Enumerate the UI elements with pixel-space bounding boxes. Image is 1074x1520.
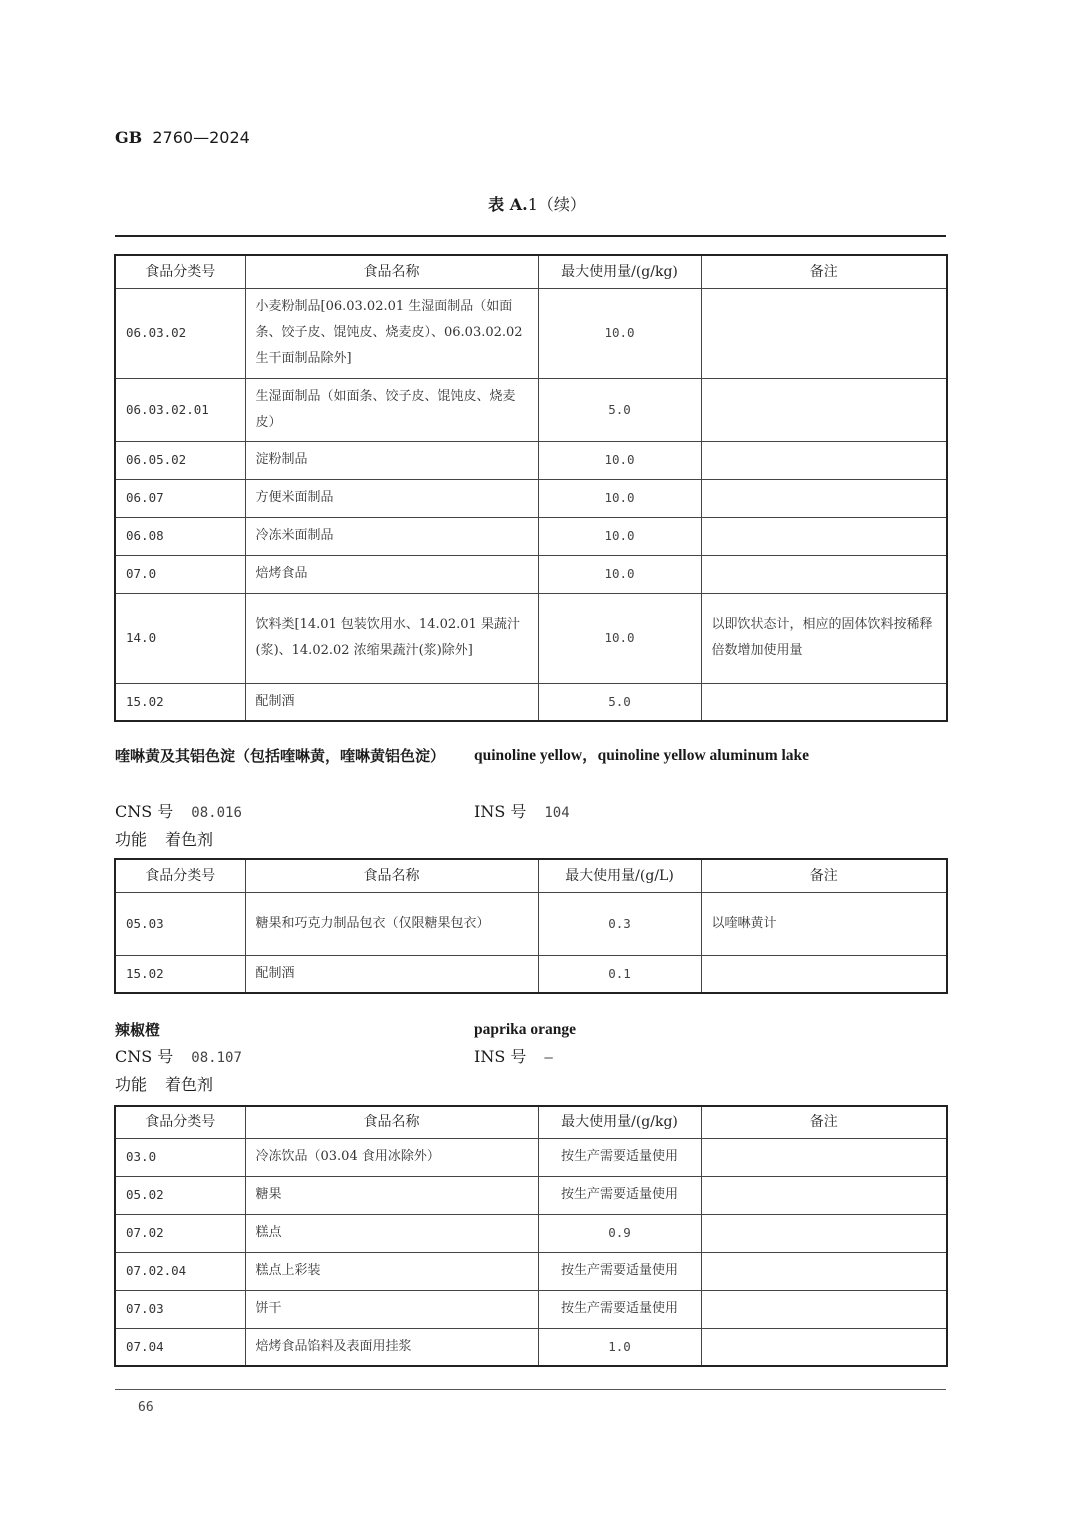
category-code-cell: 05.02 <box>115 1176 245 1214</box>
category-code-cell: 07.04 <box>115 1328 245 1366</box>
max-usage-cell: 按生产需要适量使用 <box>538 1290 701 1328</box>
function <box>115 826 213 854</box>
table-row <box>115 441 947 479</box>
remarks-cell <box>701 441 947 479</box>
food-name-cell: 生湿面制品（如面条、饺子皮、馄饨皮、烧麦皮） <box>245 378 538 441</box>
category-code-cell: 07.02 <box>115 1214 245 1252</box>
col-header-max-usage: 最大使用量/(g/kg) <box>538 1106 701 1138</box>
max-usage-cell: 按生产需要适量使用 <box>538 1252 701 1290</box>
cns-value: 08.107 <box>191 1050 242 1066</box>
table-quinoline-yellow <box>114 858 948 994</box>
function <box>115 1071 213 1099</box>
additive-name-en: quinoline yellow，quinoline yellow aluminum lake <box>474 747 810 764</box>
table-header-row <box>115 859 947 892</box>
max-usage-cell: 10.0 <box>538 288 701 378</box>
max-usage-cell: 5.0 <box>538 378 701 441</box>
max-usage-cell: 10.0 <box>538 479 701 517</box>
table-row <box>115 1176 947 1214</box>
category-code-cell: 06.07 <box>115 479 245 517</box>
remarks-cell <box>701 555 947 593</box>
food-name-cell: 冷冻饮品（03.04 食用冰除外） <box>245 1138 538 1176</box>
table-row <box>115 1138 947 1176</box>
food-name-cell: 糖果和巧克力制品包衣（仅限糖果包衣） <box>245 892 538 955</box>
remarks-cell <box>701 1176 947 1214</box>
ins-label: INS 号 <box>474 1047 527 1066</box>
table-caption-rest: 1（续） <box>527 195 586 214</box>
table-row <box>115 683 947 721</box>
max-usage-cell: 5.0 <box>538 683 701 721</box>
food-name-cell: 冷冻米面制品 <box>245 517 538 555</box>
page-number: 66 <box>138 1400 154 1415</box>
table-caption-prefix: 表 <box>488 195 510 214</box>
additive-name-cn: 喹啉黄及其铝色淀（包括喹啉黄，喹啉黄铝色淀） <box>115 747 446 765</box>
table-row <box>115 1290 947 1328</box>
food-name-cell: 配制酒 <box>245 683 538 721</box>
standard-code-number: 2760—2024 <box>152 128 250 147</box>
ins-value: 104 <box>544 805 570 821</box>
remarks-cell <box>701 1214 947 1252</box>
cns-value: 08.016 <box>191 805 242 821</box>
function-label: 功能 <box>115 1075 148 1094</box>
table-caption-label: A. <box>509 195 528 214</box>
food-name-cell: 配制酒 <box>245 955 538 993</box>
remarks-cell: 以喹啉黄计 <box>701 892 947 955</box>
category-code-cell: 07.03 <box>115 1290 245 1328</box>
table-row <box>115 479 947 517</box>
function-value: 着色剂 <box>165 1075 214 1094</box>
remarks-cell <box>701 1290 947 1328</box>
col-header-category-code: 食品分类号 <box>115 1106 245 1138</box>
function-label: 功能 <box>115 830 148 849</box>
table-row <box>115 955 947 993</box>
cns-number <box>115 798 242 827</box>
additive-name-cn: 辣椒橙 <box>115 1021 161 1039</box>
table-caption <box>0 192 1074 215</box>
ins-number <box>474 1043 553 1072</box>
food-name-cell: 小麦粉制品[06.03.02.01 生湿面制品（如面条、饺子皮、馄饨皮、烧麦皮）、06.03.02.02 生干面制品除外] <box>245 288 538 378</box>
category-code-cell: 15.02 <box>115 683 245 721</box>
max-usage-cell: 按生产需要适量使用 <box>538 1138 701 1176</box>
col-header-max-usage: 最大使用量/(g/L) <box>538 859 701 892</box>
table-row <box>115 593 947 683</box>
cns-label: CNS 号 <box>115 802 174 821</box>
table-row <box>115 1328 947 1366</box>
standard-code-prefix: GB <box>115 128 143 147</box>
table-row <box>115 378 947 441</box>
remarks-cell: 以即饮状态计，相应的固体饮料按稀释倍数增加使用量 <box>701 593 947 683</box>
table-row <box>115 1214 947 1252</box>
col-header-category-code: 食品分类号 <box>115 859 245 892</box>
max-usage-cell: 10.0 <box>538 441 701 479</box>
category-code-cell: 06.08 <box>115 517 245 555</box>
col-header-remarks: 备注 <box>701 1106 947 1138</box>
ins-value: — <box>544 1050 553 1066</box>
ins-label: INS 号 <box>474 802 527 821</box>
table-row <box>115 555 947 593</box>
food-name-cell: 焙烤食品 <box>245 555 538 593</box>
category-code-cell: 03.0 <box>115 1138 245 1176</box>
top-rule <box>115 235 946 237</box>
category-code-cell: 14.0 <box>115 593 245 683</box>
remarks-cell <box>701 378 947 441</box>
cns-number <box>115 1043 242 1072</box>
max-usage-cell: 10.0 <box>538 517 701 555</box>
food-name-cell: 糕点 <box>245 1214 538 1252</box>
table-row <box>115 1252 947 1290</box>
category-code-cell: 06.03.02.01 <box>115 378 245 441</box>
col-header-food-name: 食品名称 <box>245 1106 538 1138</box>
remarks-cell <box>701 517 947 555</box>
function-value: 着色剂 <box>165 830 214 849</box>
max-usage-cell: 0.3 <box>538 892 701 955</box>
food-name-cell: 方便米面制品 <box>245 479 538 517</box>
food-name-cell: 焙烤食品馅料及表面用挂浆 <box>245 1328 538 1366</box>
footer-rule <box>115 1389 946 1390</box>
max-usage-cell: 10.0 <box>538 555 701 593</box>
table-row <box>115 517 947 555</box>
remarks-cell <box>701 1328 947 1366</box>
category-code-cell: 15.02 <box>115 955 245 993</box>
food-name-cell: 饮料类[14.01 包装饮用水、14.02.01 果蔬汁(浆)、14.02.02 浓缩果蔬汁(浆)除外] <box>245 593 538 683</box>
max-usage-cell: 0.1 <box>538 955 701 993</box>
food-name-cell: 淀粉制品 <box>245 441 538 479</box>
col-header-food-name: 食品名称 <box>245 255 538 288</box>
table-continued <box>114 254 948 722</box>
ins-number <box>474 798 570 827</box>
max-usage-cell: 按生产需要适量使用 <box>538 1176 701 1214</box>
remarks-cell <box>701 288 947 378</box>
food-name-cell: 糕点上彩装 <box>245 1252 538 1290</box>
remarks-cell <box>701 1138 947 1176</box>
standard-code <box>115 128 250 147</box>
remarks-cell <box>701 479 947 517</box>
category-code-cell: 06.05.02 <box>115 441 245 479</box>
col-header-category-code: 食品分类号 <box>115 255 245 288</box>
additive-name-en: paprika orange <box>474 1021 577 1038</box>
category-code-cell: 05.03 <box>115 892 245 955</box>
cns-label: CNS 号 <box>115 1047 174 1066</box>
food-name-cell: 糖果 <box>245 1176 538 1214</box>
category-code-cell: 07.02.04 <box>115 1252 245 1290</box>
category-code-cell: 06.03.02 <box>115 288 245 378</box>
max-usage-cell: 0.9 <box>538 1214 701 1252</box>
category-code-cell: 07.0 <box>115 555 245 593</box>
remarks-cell <box>701 955 947 993</box>
max-usage-cell: 1.0 <box>538 1328 701 1366</box>
remarks-cell <box>701 683 947 721</box>
food-name-cell: 饼干 <box>245 1290 538 1328</box>
col-header-remarks: 备注 <box>701 859 947 892</box>
remarks-cell <box>701 1252 947 1290</box>
max-usage-cell: 10.0 <box>538 593 701 683</box>
col-header-max-usage: 最大使用量/(g/kg) <box>538 255 701 288</box>
table-header-row <box>115 255 947 288</box>
table-paprika-orange <box>114 1105 948 1367</box>
table-row <box>115 288 947 378</box>
col-header-food-name: 食品名称 <box>245 859 538 892</box>
col-header-remarks: 备注 <box>701 255 947 288</box>
table-header-row <box>115 1106 947 1138</box>
table-row <box>115 892 947 955</box>
